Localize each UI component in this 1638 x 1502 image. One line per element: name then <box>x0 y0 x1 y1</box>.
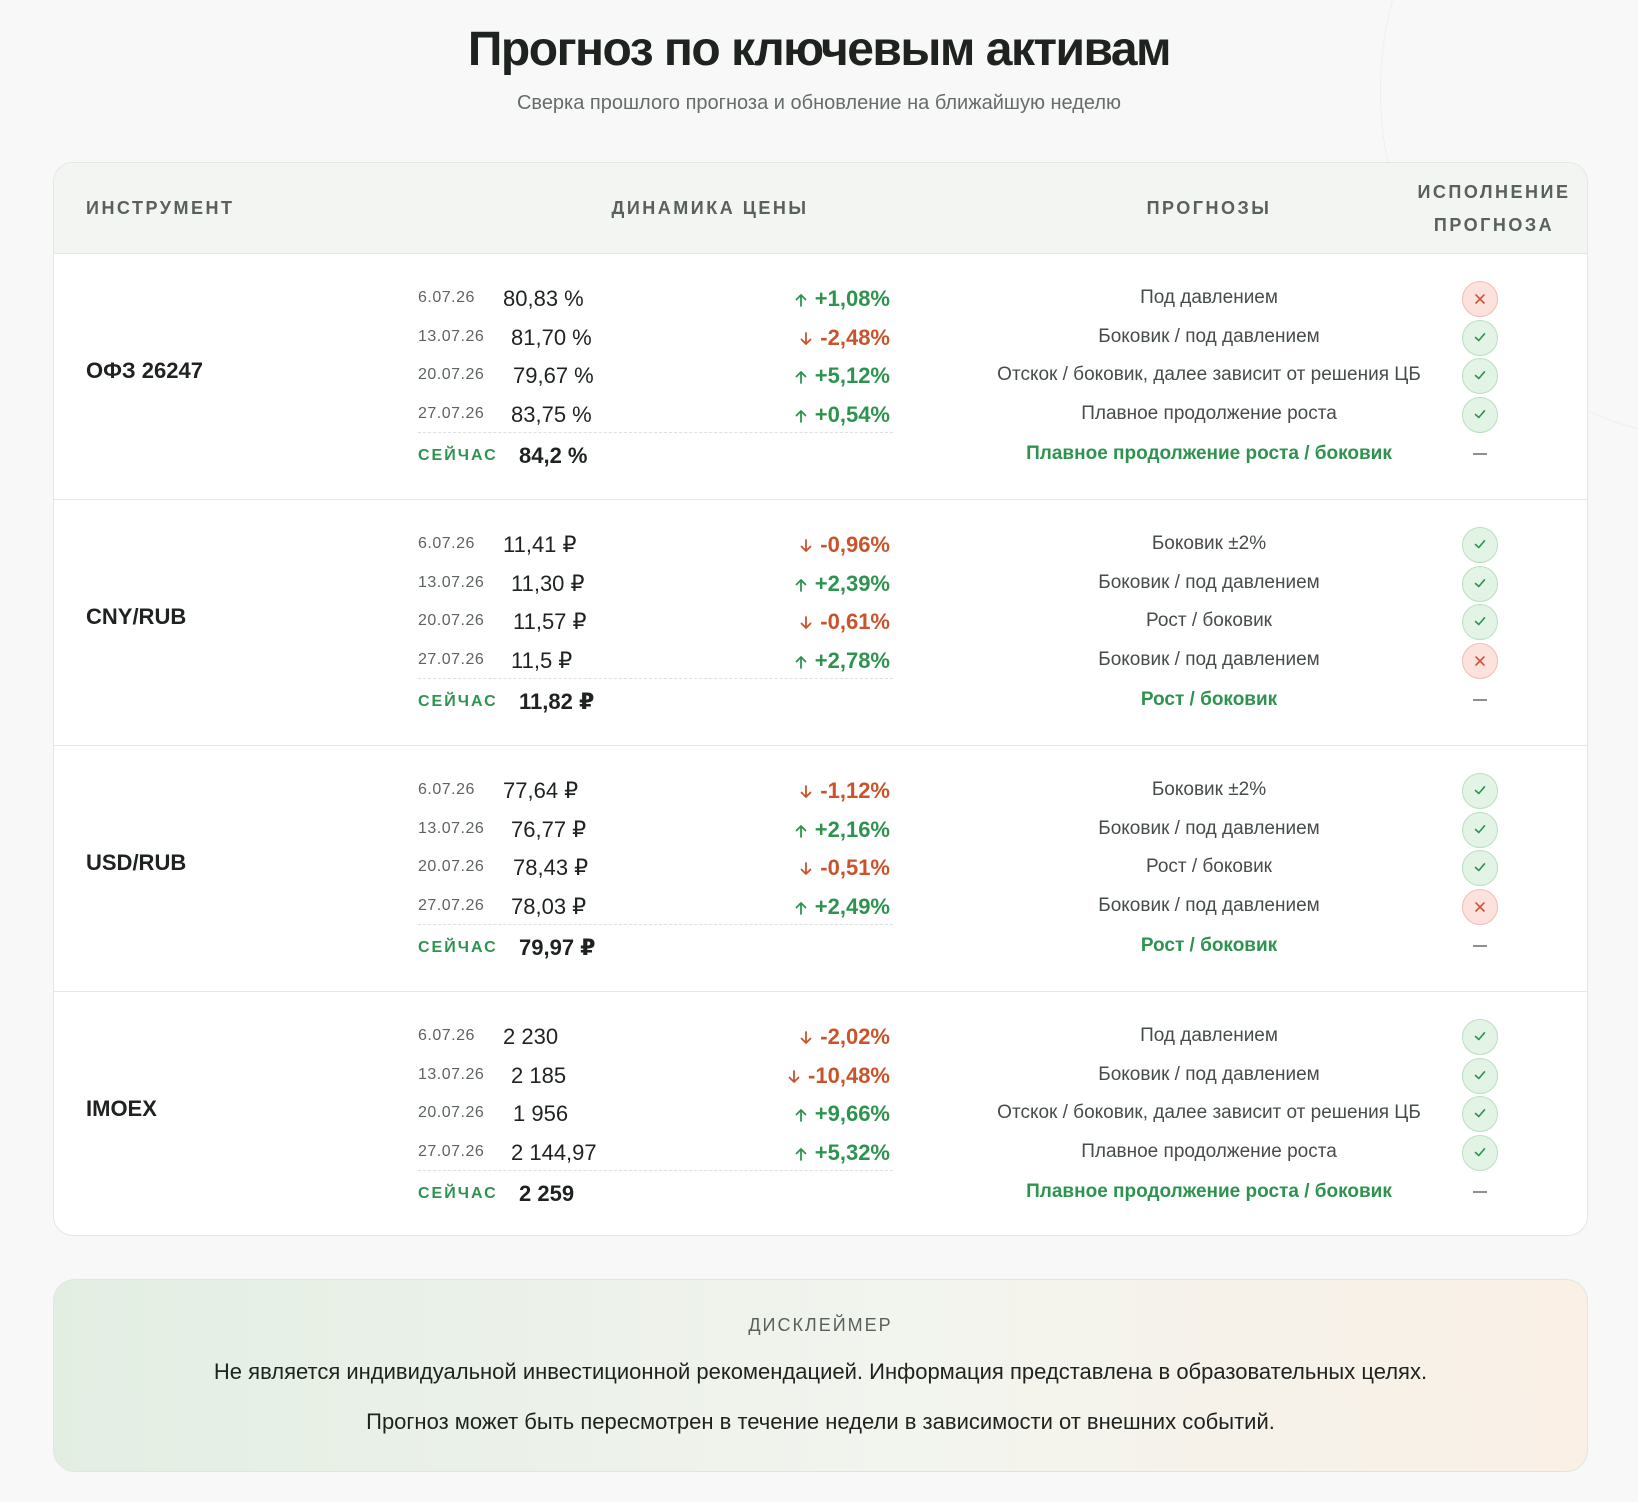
history-price: 2 144,97 <box>511 1139 597 1165</box>
price-change <box>794 571 890 597</box>
history-price: 80,83 % <box>503 286 584 311</box>
forecast-text: Боковик ±2% <box>1151 533 1267 554</box>
arrow-up-icon <box>794 1140 815 1165</box>
check-icon <box>1462 320 1498 356</box>
price-change <box>794 894 890 920</box>
table-row <box>54 991 1587 1236</box>
check-icon <box>1462 850 1498 886</box>
current-price: 2 259 <box>519 1181 575 1206</box>
price-change-value: +0,54% <box>814 401 890 427</box>
history-date: 20.07.26 <box>418 1104 485 1121</box>
forecast-table <box>53 162 1588 1236</box>
history-entry <box>54 280 1587 318</box>
history-price: 11,30 ₽ <box>511 570 585 596</box>
history-entry <box>54 526 1587 564</box>
dash-icon <box>1473 1191 1487 1193</box>
price-change <box>794 402 890 428</box>
forecast-text: Под давлением <box>1140 1025 1278 1046</box>
table-row <box>54 499 1587 746</box>
history-date: 6.07.26 <box>418 1027 475 1044</box>
forecast-text: Под давлением <box>1140 287 1278 308</box>
history-price: 78,43 ₽ <box>513 855 589 880</box>
arrow-down-icon <box>799 778 820 803</box>
dash-icon <box>1473 453 1487 455</box>
history-date: 6.07.26 <box>418 781 475 798</box>
forecast-text: Боковик / под давлением <box>1098 648 1320 670</box>
arrow-up-icon <box>794 402 815 427</box>
check-icon <box>1462 604 1498 640</box>
price-change <box>799 609 890 635</box>
forecast-text: Боковик ±2% <box>1151 779 1267 800</box>
check-icon <box>1462 812 1498 848</box>
table-row <box>54 745 1587 992</box>
forecast-text: Боковик / под давлением <box>1098 894 1320 916</box>
forecast-text: Рост / боковик <box>1145 610 1272 631</box>
column-header-instrument: ИНСТРУМЕНТ <box>86 198 235 218</box>
history-entry <box>54 849 1587 887</box>
check-icon <box>1462 358 1498 394</box>
price-change <box>799 1024 890 1050</box>
price-change-value: -2,48% <box>820 324 890 350</box>
arrow-down-icon <box>799 325 820 350</box>
history-entry <box>54 319 1587 357</box>
forecast-text: Плавное продолжение роста <box>1081 402 1337 424</box>
history-price: 83,75 % <box>511 401 592 427</box>
history-date: 27.07.26 <box>418 1142 485 1160</box>
page-title: Прогноз по ключевым активам <box>467 23 1171 76</box>
price-change-value: +1,08% <box>814 286 890 311</box>
history-entry <box>54 811 1587 849</box>
history-price: 76,77 ₽ <box>511 816 587 842</box>
history-price: 2 185 <box>511 1062 567 1088</box>
current-forecast: Плавное продолжение роста / боковик <box>1026 1181 1392 1202</box>
history-entry <box>54 603 1587 641</box>
table-header <box>54 163 1587 254</box>
divider <box>418 678 893 679</box>
price-change <box>794 1101 890 1127</box>
history-entry <box>54 1095 1587 1133</box>
history-entry <box>54 396 1587 434</box>
forecast-text: Рост / боковик <box>1145 856 1272 877</box>
check-icon <box>1462 397 1498 433</box>
arrow-up-icon <box>794 571 815 596</box>
price-change <box>799 855 890 881</box>
history-date: 27.07.26 <box>418 404 485 422</box>
price-change-value: -10,48% <box>808 1062 890 1088</box>
history-date: 6.07.26 <box>418 535 475 552</box>
history-date: 13.07.26 <box>418 327 485 345</box>
page-subtitle: Сверка прошлого прогноза и обновление на ближайшую неделю <box>516 92 1122 114</box>
history-date: 13.07.26 <box>418 1065 485 1083</box>
cross-icon <box>1462 281 1498 317</box>
price-change-value: +2,78% <box>814 647 890 673</box>
divider <box>418 1170 893 1171</box>
current-price: 79,97 ₽ <box>519 935 596 960</box>
current-price: 11,82 ₽ <box>519 689 595 714</box>
arrow-up-icon <box>794 648 815 673</box>
history-entry <box>54 1018 1587 1056</box>
history-date: 6.07.26 <box>418 289 475 306</box>
price-change <box>799 778 890 804</box>
price-change-value: +5,12% <box>814 363 890 388</box>
price-change <box>799 325 890 351</box>
price-change-value: -0,61% <box>820 609 890 634</box>
instrument-name: CNY/RUB <box>86 604 187 629</box>
price-change-value: -1,12% <box>820 778 890 803</box>
price-change <box>794 648 890 674</box>
disclaimer-text: Не является индивидуальной инвестиционной рекомендацией. Информация представлена в образовательных целях. <box>213 1359 1428 1384</box>
history-entry <box>54 1134 1587 1172</box>
history-date: 27.07.26 <box>418 896 485 914</box>
arrow-up-icon <box>794 894 815 919</box>
forecast-text: Плавное продолжение роста <box>1081 1140 1337 1162</box>
column-header-forecasts: ПРОГНОЗЫ <box>1146 198 1272 218</box>
history-price: 1 956 <box>513 1101 569 1126</box>
price-change <box>787 1063 890 1089</box>
forecast-text: Боковик / под давлением <box>1098 817 1320 839</box>
history-entry <box>54 565 1587 603</box>
history-price: 79,67 % <box>513 363 594 388</box>
history-price: 81,70 % <box>511 324 592 350</box>
column-header-dynamics: ДИНАМИКА ЦЕНЫ <box>611 198 809 218</box>
price-change <box>794 817 890 843</box>
price-change <box>794 1140 890 1166</box>
disclaimer-note: Прогноз может быть пересмотрен в течение недели в зависимости от внешних событий. <box>366 1409 1275 1434</box>
history-date: 20.07.26 <box>418 366 485 383</box>
column-header-execution: ИСПОЛНЕНИЕ ПРОГНОЗА <box>1417 182 1571 235</box>
arrow-up-icon <box>794 817 815 842</box>
arrow-down-icon <box>799 855 820 880</box>
arrow-up-icon <box>794 286 815 311</box>
history-entry <box>54 642 1587 680</box>
history-price: 11,57 ₽ <box>513 609 587 634</box>
current-price: 84,2 % <box>519 443 588 468</box>
price-change-value: +2,49% <box>814 893 890 919</box>
check-icon <box>1462 1019 1498 1055</box>
check-icon <box>1462 773 1498 809</box>
history-price: 11,5 ₽ <box>511 647 573 673</box>
arrow-down-icon <box>799 532 820 557</box>
arrow-down-icon <box>787 1063 808 1088</box>
history-date: 20.07.26 <box>418 612 485 629</box>
price-change <box>799 532 890 558</box>
price-change-value: +2,39% <box>814 570 890 596</box>
check-icon <box>1462 566 1498 602</box>
arrow-down-icon <box>799 609 820 634</box>
dash-icon <box>1473 945 1487 947</box>
table-row <box>54 253 1587 500</box>
check-icon <box>1462 527 1498 563</box>
arrow-down-icon <box>799 1024 820 1049</box>
current-forecast: Плавное продолжение роста / боковик <box>1026 443 1392 464</box>
current-forecast: Рост / боковик <box>1140 935 1278 956</box>
arrow-up-icon <box>794 1101 815 1126</box>
forecast-text: Отскок / боковик, далее зависит от решения ЦБ <box>997 1102 1421 1123</box>
check-icon <box>1462 1096 1498 1132</box>
now-label: СЕЙЧАС <box>418 447 498 464</box>
now-label: СЕЙЧАС <box>418 1185 498 1202</box>
price-change <box>794 286 890 312</box>
history-price: 77,64 ₽ <box>503 778 579 803</box>
current-forecast: Рост / боковик <box>1140 689 1278 710</box>
cross-icon <box>1462 889 1498 925</box>
instrument-name: ОФЗ 26247 <box>86 358 203 383</box>
history-date: 13.07.26 <box>418 573 485 591</box>
forecast-text: Отскок / боковик, далее зависит от решения ЦБ <box>997 364 1421 385</box>
divider <box>418 432 893 433</box>
now-label: СЕЙЧАС <box>418 939 498 956</box>
arrow-up-icon <box>794 363 815 388</box>
disclaimer-panel <box>53 1279 1588 1472</box>
forecast-text: Боковик / под давлением <box>1098 571 1320 593</box>
history-date: 13.07.26 <box>418 819 485 837</box>
check-icon <box>1462 1058 1498 1094</box>
history-price: 11,41 ₽ <box>503 532 577 557</box>
instrument-name: USD/RUB <box>86 850 187 875</box>
price-change-value: -0,51% <box>820 855 890 880</box>
history-price: 2 230 <box>503 1024 559 1049</box>
instrument-name: IMOEX <box>86 1096 157 1121</box>
price-change <box>794 363 890 389</box>
history-price: 78,03 ₽ <box>511 893 587 919</box>
price-change-value: +9,66% <box>814 1101 890 1126</box>
cross-icon <box>1462 643 1498 679</box>
check-icon <box>1462 1135 1498 1171</box>
price-change-value: -2,02% <box>820 1024 890 1049</box>
dash-icon <box>1473 699 1487 701</box>
forecast-text: Боковик / под давлением <box>1098 1063 1320 1085</box>
history-entry <box>54 357 1587 395</box>
disclaimer-title: ДИСКЛЕЙМЕР <box>748 1315 893 1335</box>
price-change-value: +2,16% <box>814 816 890 842</box>
history-date: 20.07.26 <box>418 858 485 875</box>
price-change-value: -0,96% <box>820 532 890 557</box>
forecast-text: Боковик / под давлением <box>1098 325 1320 347</box>
price-change-value: +5,32% <box>814 1139 890 1165</box>
history-entry <box>54 888 1587 926</box>
history-entry <box>54 1057 1587 1095</box>
divider <box>418 924 893 925</box>
history-date: 27.07.26 <box>418 650 485 668</box>
now-label: СЕЙЧАС <box>418 693 498 710</box>
history-entry <box>54 772 1587 810</box>
